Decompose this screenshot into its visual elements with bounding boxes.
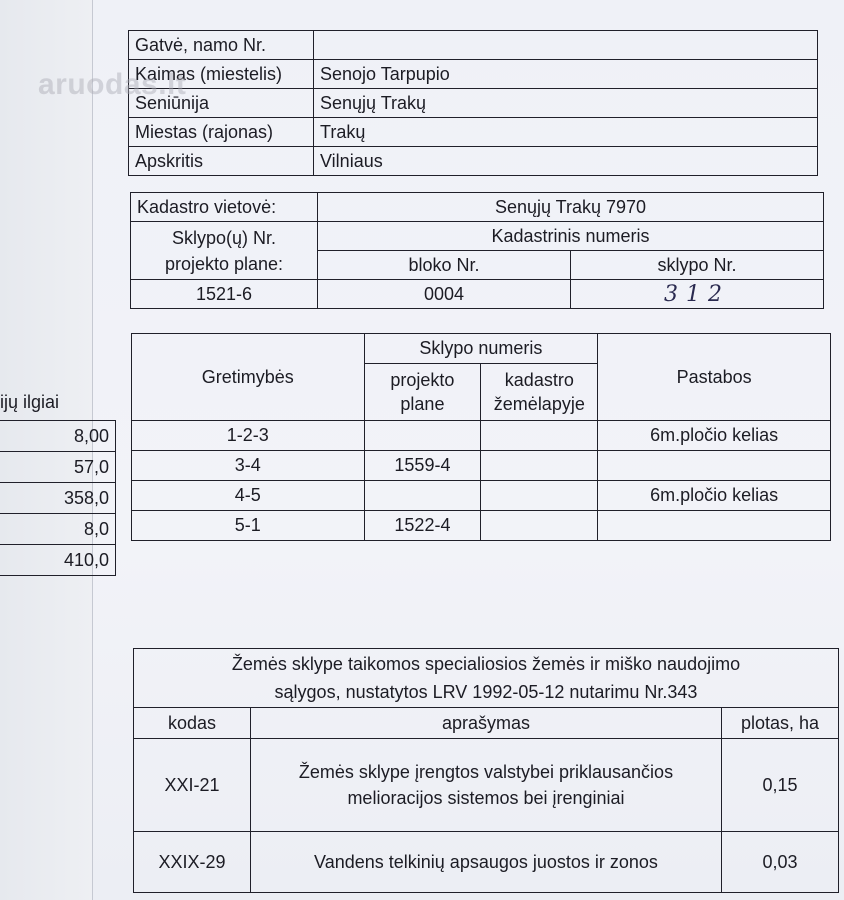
table-row (132, 421, 831, 451)
side-lengths-header: ijų ilgiai (0, 392, 60, 412)
neighbor-project-no (364, 481, 481, 511)
village-value: Senojo Tarpupio (314, 60, 818, 89)
neighbor-note (598, 511, 831, 541)
city-label: Miestas (rajonas) (129, 118, 314, 147)
cadastral-map-header-line1: kadastro (504, 370, 574, 390)
neighbor-cadastral-no (481, 451, 598, 481)
neighbor-segment: 3-4 (132, 451, 365, 481)
address-table (128, 30, 818, 176)
street-label: Gatvė, namo Nr. (129, 31, 314, 60)
neighbor-cadastral-no (481, 421, 598, 451)
condition-description-line1: Žemės sklype įrengtos valstybei priklausančios (298, 762, 674, 782)
village-label: Kaimas (miestelis) (129, 60, 314, 89)
condition-description-line2: melioracijos sistemos bei įrenginiai (347, 788, 625, 808)
block-no-value: 0004 (318, 280, 571, 309)
neighbor-project-no (364, 421, 481, 451)
cadastral-number-label: Kadastrinis numeris (318, 222, 824, 251)
county-label: Apskritis (129, 147, 314, 176)
condition-description (251, 739, 722, 832)
plot-no-value (571, 280, 824, 309)
cadastre-location-label: Kadastro vietovė: (131, 193, 318, 222)
special-conditions-table (133, 648, 839, 893)
notes-header: Pastabos (598, 334, 831, 421)
handwritten-plot-no: 312 (664, 281, 730, 307)
neighbor-segment: 4-5 (132, 481, 365, 511)
eldership-label: Seniūnija (129, 89, 314, 118)
table-row (129, 31, 818, 60)
street-value (314, 31, 818, 60)
neighbor-project-no: 1559-4 (364, 451, 481, 481)
table-row (134, 649, 839, 708)
side-length-value: 8,00 (0, 421, 116, 452)
condition-area: 0,03 (722, 832, 839, 893)
table-row (131, 280, 824, 309)
side-length-value: 57,0 (0, 452, 116, 483)
project-plan-header-line2: plane (400, 394, 445, 414)
area-column-header: plotas, ha (722, 708, 839, 739)
neighbor-segment: 1-2-3 (132, 421, 365, 451)
watermark-logo: aruodas.lt (38, 68, 187, 101)
code-column-header: kodas (134, 708, 251, 739)
cadastre-table (130, 192, 824, 309)
eldership-value: Senųjų Trakų (314, 89, 818, 118)
neighbor-segment: 5-1 (132, 511, 365, 541)
table-row (129, 89, 818, 118)
table-row (132, 481, 831, 511)
condition-code: XXIX-29 (134, 832, 251, 893)
project-plan-header (364, 364, 481, 421)
table-row (129, 60, 818, 89)
plot-project-no-label-line1: Sklypo(ų) Nr. (171, 227, 277, 248)
county-value: Vilniaus (314, 147, 818, 176)
table-row (134, 739, 839, 832)
block-no-label: bloko Nr. (318, 251, 571, 280)
table-row (0, 545, 116, 576)
condition-area: 0,15 (722, 739, 839, 832)
condition-code: XXI-21 (134, 739, 251, 832)
table-row (131, 222, 824, 251)
side-lengths-table (0, 420, 116, 576)
neighbor-cadastral-no (481, 481, 598, 511)
condition-description: Vandens telkinių apsaugos juostos ir zonos (251, 832, 722, 893)
table-row (134, 708, 839, 739)
plot-project-no-label (131, 222, 318, 280)
neighbor-note: 6m.pločio kelias (598, 421, 831, 451)
table-row (0, 452, 116, 483)
table-row (0, 483, 116, 514)
side-length-value: 358,0 (0, 483, 116, 514)
conditions-title-line1: Žemės sklype taikomos specialiosios žemės ir miško naudojimo (231, 654, 741, 674)
neighbor-project-no: 1522-4 (364, 511, 481, 541)
table-row (132, 334, 831, 364)
cadastre-location-value: Senųjų Trakų 7970 (318, 193, 824, 222)
conditions-title-line2: sąlygos, nustatytos LRV 1992-05-12 nutarimu Nr.343 (274, 682, 698, 702)
table-row (129, 147, 818, 176)
plot-project-no-label-line2: projekto plane: (164, 253, 284, 274)
neighbors-table (131, 333, 831, 541)
neighbors-header: Gretimybės (132, 334, 365, 421)
description-column-header: aprašymas (251, 708, 722, 739)
project-plan-header-line1: projekto (390, 370, 455, 390)
city-value: Trakų (314, 118, 818, 147)
table-row (134, 832, 839, 893)
side-length-value: 410,0 (0, 545, 116, 576)
table-row (132, 451, 831, 481)
plot-no-column-label: sklypo Nr. (571, 251, 824, 280)
table-row (0, 421, 116, 452)
plot-project-no-value: 1521-6 (131, 280, 318, 309)
neighbor-note: 6m.pločio kelias (598, 481, 831, 511)
neighbor-note (598, 451, 831, 481)
table-row (0, 514, 116, 545)
conditions-title (134, 649, 839, 708)
plot-number-header: Sklypo numeris (364, 334, 598, 364)
table-row (131, 193, 824, 222)
cadastral-map-header (481, 364, 598, 421)
cadastral-map-header-line2: žemėlapyje (493, 394, 585, 414)
table-row (129, 118, 818, 147)
side-length-value: 8,0 (0, 514, 116, 545)
table-row (132, 511, 831, 541)
neighbor-cadastral-no (481, 511, 598, 541)
